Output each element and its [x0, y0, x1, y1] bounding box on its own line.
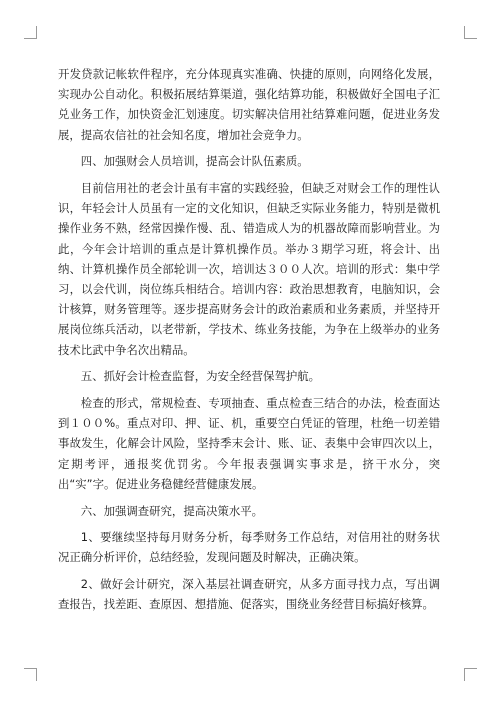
paragraph-inspection: 检查的形式，常规检查、专项抽查、重点检查三结合的办法，检查面达到１００%。重点对印、押、证、机，重要空白凭证的管理，杜绝一切差错事故发生，化解会计风险，坚持季末会计、账、证、表集中会审四次以上，定期考评，通报奖优罚劣。今年报表强调实事求是，挤干水分，突出“实”字。促进业务稳健经营健康发展。 [58, 396, 440, 491]
section-heading-4: 四、加强财会人员培训，提高会计队伍素质。 [80, 154, 309, 169]
crop-mark-bottom-right [464, 668, 477, 681]
list-item-2: 2、做好会计研究，深入基层社调查研究，从多方面寻找力点，写出调查报告，找差距、查原因、想措施、促落实，围绕业务经营目标搞好核算。 [58, 577, 440, 612]
paragraph-training: 目前信用社的老会计虽有丰富的实践经验，但缺乏对财会工作的理性认识，年轻会计人员虽有一定的文化知识，但缺乏实际业务能力，特别是微机操作业务不熟，经常因操作慢、乱、错造成人为的机器故障而影响营业。为此，今年会计培训的重点是计算机操作员。举办３期学习班，将会计、出纳、计算机操作员全部轮训一次，培训达３００人次。培训的形式：集中学习，以会代训，岗位练兵相结合。培训内容：政治思想教育，电脑知识，会计核算，财务管理等。逐步提高财务会计的政治素质和业务素质，并坚持开展岗位练兵活动，以老带新，学技术、练业务技能，为争在上级举办的业务技术比武中争名次出精品。 [58, 181, 440, 357]
list-item-1: 1、要继续坚持每月财务分析，每季财务工作总结，对信用社的财务状况正确分析评价，总结经验，发现问题及时解决，正确决策。 [58, 530, 440, 565]
crop-mark-top-left [24, 26, 37, 39]
crop-mark-top-right [464, 26, 477, 39]
document-body [58, 64, 440, 621]
paragraph-continuation: 开发贷款记帐软件程序，充分体现真实准确、快捷的原则，向网络化发展，实现办公自动化。积极拓展结算渠道，强化结算功能，积极做好全国电子汇兑业务工作，加快资金汇划速度。切实解决信用社结算难问题，促进业务发展，提高农信社的社会知名度，增加社会竞争力。 [58, 67, 440, 142]
crop-mark-bottom-left [24, 668, 37, 681]
section-heading-6: 六、加强调查研究，提高决策水平。 [80, 503, 264, 518]
section-heading-5: 五、抓好会计检查监督，为安全经营保驾护航。 [80, 369, 321, 384]
